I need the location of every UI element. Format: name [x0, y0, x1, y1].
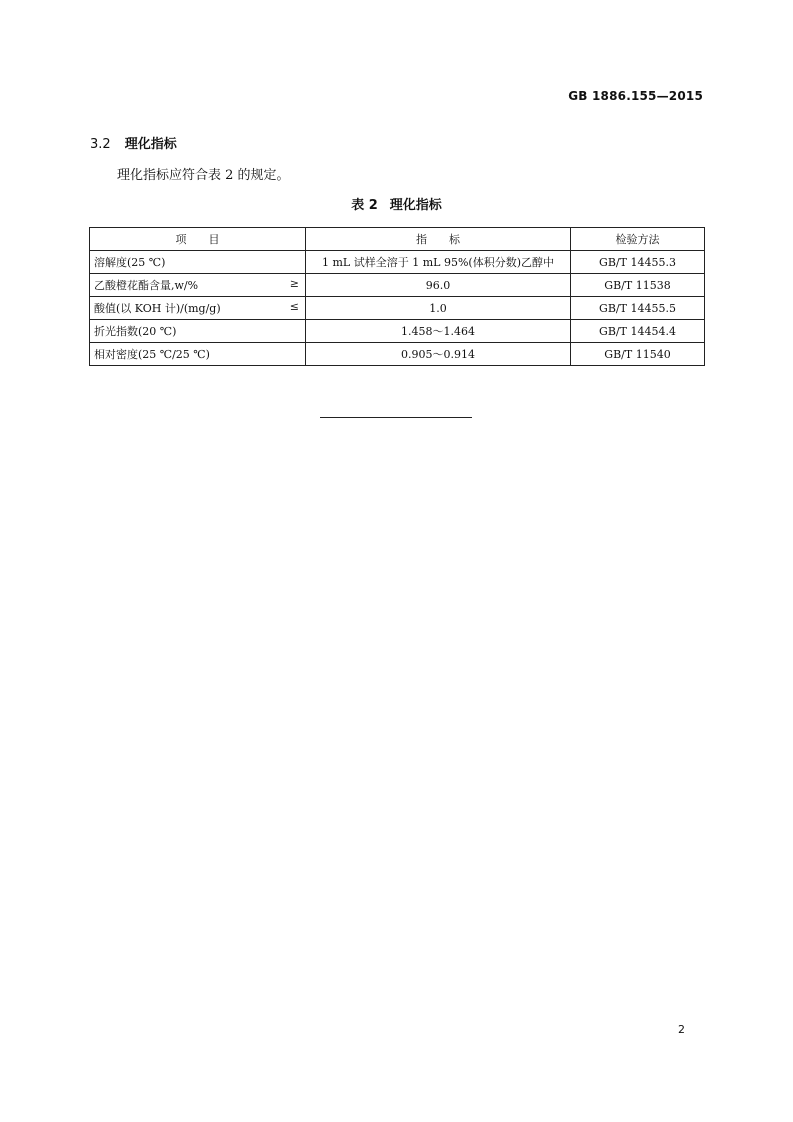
body-paragraph: 理化指标应符合表 2 的规定。 — [117, 168, 290, 183]
table-caption-title: 理化指标 — [389, 198, 442, 213]
operator: ≤ — [289, 300, 299, 313]
table-header-row — [90, 228, 705, 251]
item-cell — [90, 320, 306, 343]
section-title: 理化指标 — [124, 137, 177, 152]
header-method: 检验方法 — [571, 228, 705, 251]
header-indicator: 指 标 — [306, 228, 571, 251]
item-label: 乙酸橙花酯含量,w/% — [94, 279, 199, 292]
table-row — [90, 343, 705, 366]
value-cell: 96.0 — [306, 274, 571, 297]
item-cell — [90, 251, 306, 274]
section-number: 3.2 — [90, 137, 111, 152]
value-cell: 1 mL 试样全溶于 1 mL 95%(体积分数)乙醇中 — [306, 251, 571, 274]
item-label: 折光指数(20 ℃) — [94, 325, 177, 338]
table-caption — [0, 194, 793, 213]
item-cell — [90, 297, 306, 320]
item-label: 溶解度(25 ℃) — [94, 256, 166, 269]
table-row — [90, 297, 705, 320]
method-cell: GB/T 14455.3 — [571, 251, 705, 274]
value-cell: 1.0 — [306, 297, 571, 320]
item-label: 相对密度(25 ℃/25 ℃) — [94, 348, 210, 361]
operator: ≥ — [289, 277, 299, 290]
physicochemical-table — [89, 227, 705, 366]
table-row — [90, 320, 705, 343]
item-cell — [90, 274, 306, 297]
section-heading — [90, 133, 177, 152]
method-cell: GB/T 11538 — [571, 274, 705, 297]
value-cell: 0.905～0.914 — [306, 343, 571, 366]
value-cell: 1.458～1.464 — [306, 320, 571, 343]
end-of-standard-rule — [320, 417, 472, 418]
method-cell: GB/T 11540 — [571, 343, 705, 366]
table-row — [90, 251, 705, 274]
method-cell: GB/T 14455.5 — [571, 297, 705, 320]
table-row — [90, 274, 705, 297]
standard-number: GB 1886.155—2015 — [568, 89, 703, 103]
page-number: 2 — [678, 1023, 685, 1036]
item-label: 酸值(以 KOH 计)/(mg/g) — [94, 302, 221, 315]
method-cell: GB/T 14454.4 — [571, 320, 705, 343]
table-caption-label: 表 2 — [351, 198, 378, 213]
header-item: 项 目 — [90, 228, 306, 251]
item-cell — [90, 343, 306, 366]
